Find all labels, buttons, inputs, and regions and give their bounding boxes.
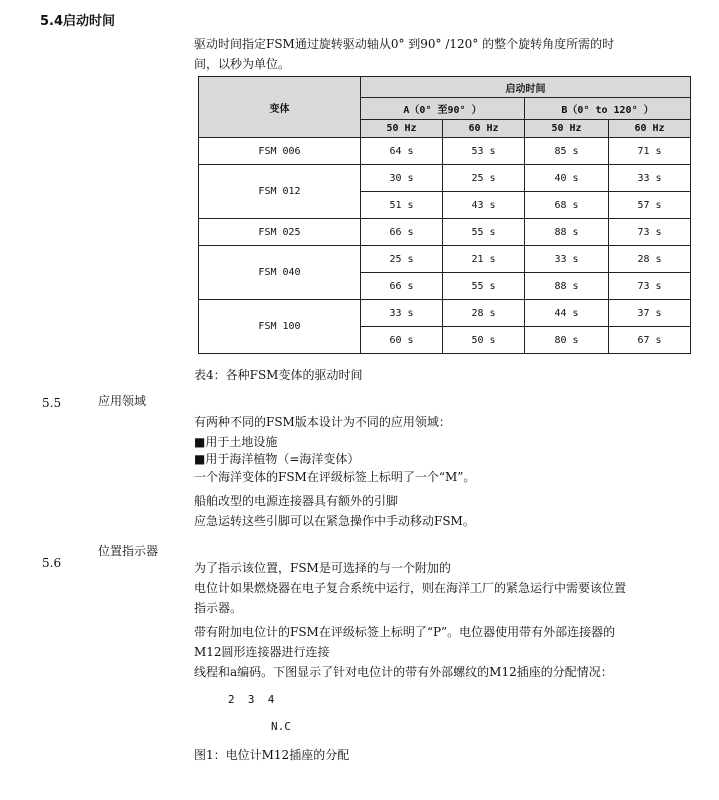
time-cell: 28 s	[443, 300, 525, 327]
table-caption: 表4：各种FSM变体的驱动时间	[194, 368, 363, 382]
time-cell: 85 s	[525, 138, 609, 165]
variant-cell: FSM 040	[199, 246, 361, 300]
time-cell: 30 s	[361, 165, 443, 192]
header-a-50hz: 50 Hz	[361, 120, 443, 138]
time-cell: 33 s	[609, 165, 691, 192]
variant-cell: FSM 012	[199, 165, 361, 219]
paragraph-line: 船舶改型的电源连接器具有额外的引脚	[194, 494, 399, 508]
paragraph-line: 一个海洋变体的FSM在评级标签上标明了一个“M”。	[194, 470, 476, 484]
header-b-60hz: 60 Hz	[609, 120, 691, 138]
time-cell: 55 s	[443, 219, 525, 246]
time-cell: 28 s	[609, 246, 691, 273]
header-group-b: B（0° to 120° ）	[525, 98, 691, 120]
time-cell: 80 s	[525, 327, 609, 354]
time-cell: 44 s	[525, 300, 609, 327]
time-cell: 88 s	[525, 273, 609, 300]
section-heading: 5.4启动时间	[40, 14, 116, 29]
pin-numbers: 2 3 4	[228, 693, 275, 706]
paragraph-line: 电位计如果燃烧器在电子复合系统中运行，则在海洋工厂的紧急运行中需要该位置	[194, 581, 627, 595]
paragraph-line: 带有附加电位计的FSM在评级标签上标明了“P”。电位器使用带有外部连接器的	[194, 625, 616, 639]
header-variant: 变体	[199, 77, 361, 138]
table-row	[199, 300, 691, 327]
paragraph-line: 有两种不同的FSM版本设计为不同的应用领域：	[194, 415, 451, 429]
section-number-5-5: 5.5	[42, 396, 62, 410]
header-a-60hz: 60 Hz	[443, 120, 525, 138]
section-title-5-5: 应用领域	[98, 394, 147, 408]
paragraph-line: 为了指示该位置，FSM是可选择的与一个附加的	[194, 561, 451, 575]
time-cell: 50 s	[443, 327, 525, 354]
drive-time-table	[198, 76, 691, 354]
time-cell: 64 s	[361, 138, 443, 165]
intro-paragraph	[194, 34, 674, 74]
table-row	[199, 138, 691, 165]
time-cell: 68 s	[525, 192, 609, 219]
section-5-5-body	[194, 412, 674, 531]
time-cell: 21 s	[443, 246, 525, 273]
header-group-a: A（0° 至90° ）	[361, 98, 525, 120]
time-cell: 66 s	[361, 219, 443, 246]
time-cell: 88 s	[525, 219, 609, 246]
table-row	[199, 246, 691, 273]
header-startup-time: 启动时间	[361, 77, 691, 98]
paragraph-line: 指示器。	[194, 601, 243, 615]
time-cell: 37 s	[609, 300, 691, 327]
time-cell: 57 s	[609, 192, 691, 219]
paragraph-line: 应急运转这些引脚可以在紧急操作中手动移动FSM。	[194, 514, 475, 528]
paragraph-line: 线程和a编码。下图显示了针对电位计的带有外部螺纹的M12插座的分配情况：	[194, 665, 613, 679]
time-cell: 73 s	[609, 219, 691, 246]
intro-line: 间，以秒为单位。	[194, 57, 291, 71]
time-cell: 73 s	[609, 273, 691, 300]
time-cell: 43 s	[443, 192, 525, 219]
table-row	[199, 219, 691, 246]
variant-cell: FSM 025	[199, 219, 361, 246]
bullet-item: ■用于土地设施	[194, 435, 278, 449]
time-cell: 51 s	[361, 192, 443, 219]
time-cell: 71 s	[609, 138, 691, 165]
time-cell: 60 s	[361, 327, 443, 354]
section-number-5-6: 5.6	[42, 556, 62, 570]
variant-cell: FSM 100	[199, 300, 361, 354]
intro-line: 驱动时间指定FSM通过旋转驱动轴从0° 到90° /120° 的整个旋转角度所需的时	[194, 37, 615, 51]
time-cell: 33 s	[361, 300, 443, 327]
bullet-item: ■用于海洋植物（=海洋变体）	[194, 452, 360, 466]
time-cell: 33 s	[525, 246, 609, 273]
time-cell: 40 s	[525, 165, 609, 192]
time-cell: 25 s	[361, 246, 443, 273]
section-5-6-body	[194, 558, 674, 682]
header-b-50hz: 50 Hz	[525, 120, 609, 138]
variant-cell: FSM 006	[199, 138, 361, 165]
paragraph-line: M12圆形连接器进行连接	[194, 645, 330, 659]
time-cell: 53 s	[443, 138, 525, 165]
time-cell: 25 s	[443, 165, 525, 192]
time-cell: 55 s	[443, 273, 525, 300]
pin-nc-label: N.C	[271, 720, 291, 733]
time-cell: 67 s	[609, 327, 691, 354]
figure-caption: 图1：电位计M12插座的分配	[194, 748, 350, 762]
section-title-5-6: 位置指示器	[98, 544, 159, 558]
time-cell: 66 s	[361, 273, 443, 300]
table-row	[199, 165, 691, 192]
